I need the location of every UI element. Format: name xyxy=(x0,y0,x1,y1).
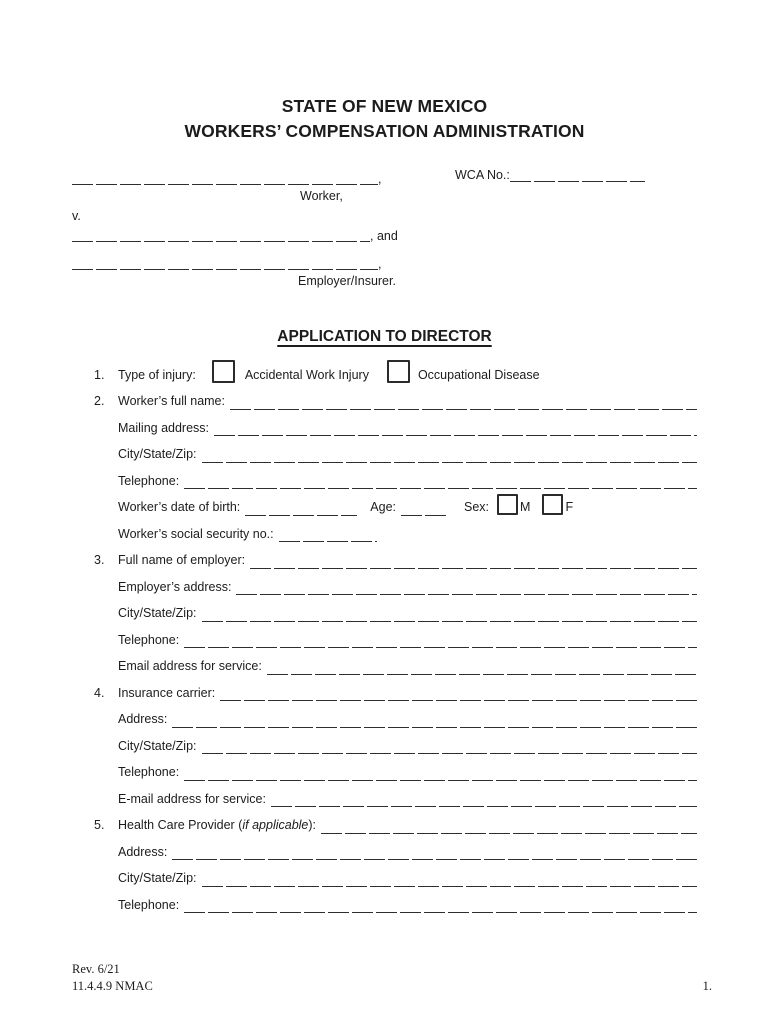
footer-revision-block xyxy=(72,961,153,995)
insurer-name-field[interactable] xyxy=(72,256,378,270)
carrier-city-state-zip-field[interactable] xyxy=(202,743,698,755)
row-carrier-telephone xyxy=(72,757,697,784)
row-worker-ssn xyxy=(72,518,697,545)
row-provider-address xyxy=(72,836,697,863)
row-provider-telephone xyxy=(72,889,697,916)
row-worker-telephone xyxy=(72,465,697,492)
type-of-injury-label: Type of injury: xyxy=(118,367,196,382)
employer-address-label: Employer’s address: xyxy=(118,579,232,594)
accidental-work-injury-label: Accidental Work Injury xyxy=(244,367,369,382)
row-type-of-injury xyxy=(72,359,697,386)
worker-mailing-address-label: Mailing address: xyxy=(118,420,210,435)
item3-number: 3. xyxy=(94,553,105,567)
employer-name-label: Full name of employer: xyxy=(118,553,246,567)
row-worker-full-name xyxy=(72,386,697,413)
item2-number: 2. xyxy=(94,394,105,408)
provider-label-suffix: ): xyxy=(308,818,317,832)
row-employer-city-state-zip xyxy=(72,598,697,625)
provider-city-state-zip-label: City/State/Zip: xyxy=(118,871,197,885)
worker-dob-label: Worker’s date of birth: xyxy=(118,500,241,514)
row-employer-telephone xyxy=(72,624,697,651)
wca-number-label: WCA No.: xyxy=(455,168,510,182)
employer-name-suffix: , and xyxy=(370,229,398,243)
row-carrier-city-state-zip xyxy=(72,730,697,757)
employer-email-label: Email address for service: xyxy=(118,659,262,673)
employer-telephone-label: Telephone: xyxy=(118,632,180,647)
item4-number: 4. xyxy=(94,685,105,700)
insurer-name-suffix: , xyxy=(378,257,382,271)
provider-telephone-field[interactable] xyxy=(184,902,697,914)
employer-city-state-zip-label: City/State/Zip: xyxy=(118,606,197,620)
employer-telephone-field[interactable] xyxy=(184,637,697,649)
row-worker-city-state-zip xyxy=(72,439,697,466)
provider-address-field[interactable] xyxy=(172,849,697,861)
form-body xyxy=(72,359,697,916)
occupational-disease-checkbox[interactable] xyxy=(387,360,410,383)
row-employer-address xyxy=(72,571,697,598)
employer-city-state-zip-field[interactable] xyxy=(202,610,698,622)
row-insurance-carrier xyxy=(72,677,697,704)
worker-telephone-field[interactable] xyxy=(184,478,697,490)
provider-label-italic: if applicable xyxy=(242,818,309,832)
document-title-line2: WORKERS’ COMPENSATION ADMINISTRATION xyxy=(184,121,585,141)
carrier-address-label: Address: xyxy=(118,712,168,726)
sex-male-label: M xyxy=(520,500,531,514)
accidental-work-injury-checkbox[interactable] xyxy=(212,360,235,383)
health-care-provider-field[interactable] xyxy=(321,822,697,834)
employer-name-field[interactable] xyxy=(72,228,370,242)
insurance-carrier-label: Insurance carrier: xyxy=(118,685,216,700)
sex-female-checkbox[interactable] xyxy=(542,494,563,515)
carrier-city-state-zip-label: City/State/Zip: xyxy=(118,738,197,753)
worker-city-state-zip-label: City/State/Zip: xyxy=(118,447,197,461)
wca-number-block xyxy=(455,168,645,182)
worker-telephone-label: Telephone: xyxy=(118,473,180,488)
carrier-address-field[interactable] xyxy=(172,716,697,728)
provider-address-label: Address: xyxy=(118,844,168,859)
employer-role-label: Employer/Insurer. xyxy=(298,274,396,288)
document-title-line1: STATE OF NEW MEXICO xyxy=(281,96,488,116)
carrier-telephone-label: Telephone: xyxy=(118,765,180,779)
sex-female-label: F xyxy=(565,500,574,514)
row-employer-name xyxy=(72,545,697,572)
provider-label-prefix: Health Care Provider ( xyxy=(118,818,243,832)
case-caption xyxy=(72,164,697,292)
worker-name-suffix: , xyxy=(378,172,382,186)
employer-email-field[interactable] xyxy=(267,663,697,675)
worker-age-field[interactable] xyxy=(401,504,446,516)
provider-telephone-label: Telephone: xyxy=(118,897,180,912)
worker-name-field[interactable] xyxy=(72,171,378,185)
wca-number-field[interactable] xyxy=(510,168,645,182)
item1-number: 1. xyxy=(94,367,105,382)
worker-role-label: Worker, xyxy=(300,189,343,203)
page-number: 1. xyxy=(702,979,712,993)
row-carrier-address xyxy=(72,704,697,731)
worker-full-name-field[interactable] xyxy=(230,398,697,410)
occupational-disease-label: Occupational Disease xyxy=(417,367,540,382)
versus-label: v. xyxy=(72,209,81,223)
row-provider-city-state-zip xyxy=(72,863,697,890)
carrier-email-label: E-mail address for service: xyxy=(118,791,266,806)
insurance-carrier-field[interactable] xyxy=(220,690,697,702)
sex-male-checkbox[interactable] xyxy=(497,494,518,515)
worker-sex-label: Sex: xyxy=(464,500,490,514)
worker-city-state-zip-field[interactable] xyxy=(202,451,698,463)
footer-nmac-code: 11.4.4.9 NMAC xyxy=(72,979,153,993)
row-worker-dob-age-sex xyxy=(72,492,697,519)
worker-age-label: Age: xyxy=(370,500,396,514)
item5-number: 5. xyxy=(94,818,105,832)
row-carrier-email xyxy=(72,783,697,810)
form-title: APPLICATION TO DIRECTOR xyxy=(277,328,492,345)
row-health-care-provider xyxy=(72,810,697,837)
carrier-email-field[interactable] xyxy=(271,796,697,808)
worker-ssn-label: Worker’s social security no.: xyxy=(118,526,274,541)
worker-ssn-field[interactable] xyxy=(279,531,377,543)
worker-mailing-address-field[interactable] xyxy=(214,425,697,437)
worker-full-name-label: Worker’s full name: xyxy=(118,394,225,408)
worker-dob-field[interactable] xyxy=(245,504,357,516)
provider-city-state-zip-field[interactable] xyxy=(202,875,698,887)
row-employer-email xyxy=(72,651,697,678)
document-title xyxy=(72,94,697,144)
employer-name-field[interactable] xyxy=(250,557,697,569)
row-worker-mailing-address xyxy=(72,412,697,439)
footer-revision: Rev. 6/21 xyxy=(72,962,120,976)
employer-address-field[interactable] xyxy=(236,584,697,596)
carrier-telephone-field[interactable] xyxy=(184,769,697,781)
